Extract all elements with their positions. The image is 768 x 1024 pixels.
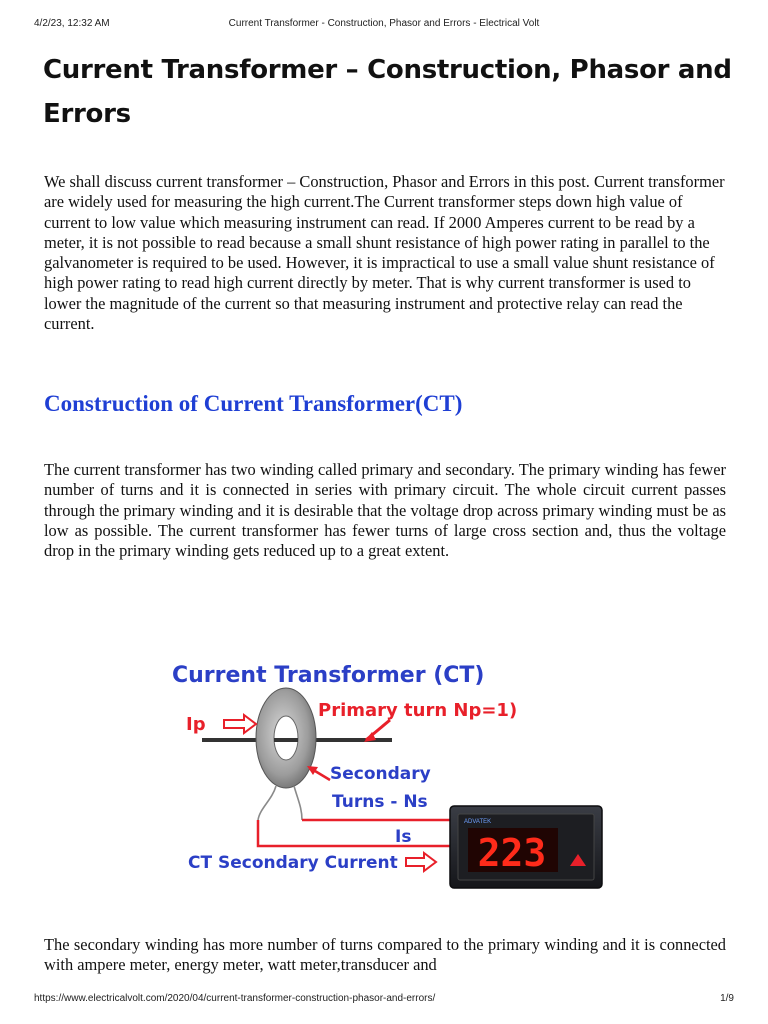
label-ct-secondary-current: CT Secondary Current <box>188 853 398 873</box>
label-ip: Ip <box>186 714 206 735</box>
ct-secondary-arrow-icon <box>406 853 436 871</box>
secondary-paragraph: The secondary winding has more number of turns compared to the primary winding and it is connected with ampere meter, energy meter, watt meter,transducer and <box>44 935 726 975</box>
print-page-title: Current Transformer - Construction, Phasor and Errors - Electrical Volt <box>228 18 540 29</box>
ip-arrow-icon <box>224 715 256 733</box>
print-date: 4/2/23, 12:32 AM <box>34 18 110 29</box>
print-url: https://www.electricalvolt.com/2020/04/current-transformer-construction-phasor-and-errors/ <box>34 993 436 1004</box>
intro-paragraph: We shall discuss current transformer – Construction, Phasor and Errors in this post. Current transformer are widely used for measuring the high current.The Current transformer steps down high value of current to low value which measuring instrument can read. If 2000 Amperes current to be read by a meter, it is not possible to read because a small shunt resistance of high power rating in parallel to the galvanometer is required to be used. However, it is impractical to use a small value shunt resistance of high power rating to read high current directly by meter. That is why current transformer is used to lower the magnitude of the current so that measuring instrument and protective relay can read the current. <box>44 172 725 334</box>
section-heading-construction: Construction of Current Transformer(CT) <box>44 391 463 416</box>
ct-diagram-figure <box>168 648 618 893</box>
label-primary-turn: Primary turn Np=1) <box>318 700 518 721</box>
meter-brand: ADVATEK <box>464 819 492 825</box>
label-secondary: Secondary <box>330 764 431 784</box>
figure-title: Current Transformer (CT) <box>172 663 485 688</box>
article-title: Current Transformer – Construction, Phasor and Errors <box>43 55 732 129</box>
ct-diagram <box>168 648 618 893</box>
label-is: Is <box>395 827 412 847</box>
label-secondary-turns: Turns - Ns <box>332 792 428 812</box>
construction-paragraph: The current transformer has two winding called primary and secondary. The primary winding has fewer number of turns and it is connected in series with primary circuit. The whole circuit current passes through the primary winding and it is desirable that the voltage drop across primary winding must be as low as possible. The current transformer has fewer turns of large cross section and, thus the voltage drop in the primary winding gets reduced up to a great extent. <box>44 460 726 561</box>
print-page-number: 1/9 <box>720 993 734 1004</box>
secondary-circuit-wires <box>258 820 458 846</box>
meter-reading: 223 <box>477 831 547 875</box>
digital-ammeter <box>450 806 602 888</box>
